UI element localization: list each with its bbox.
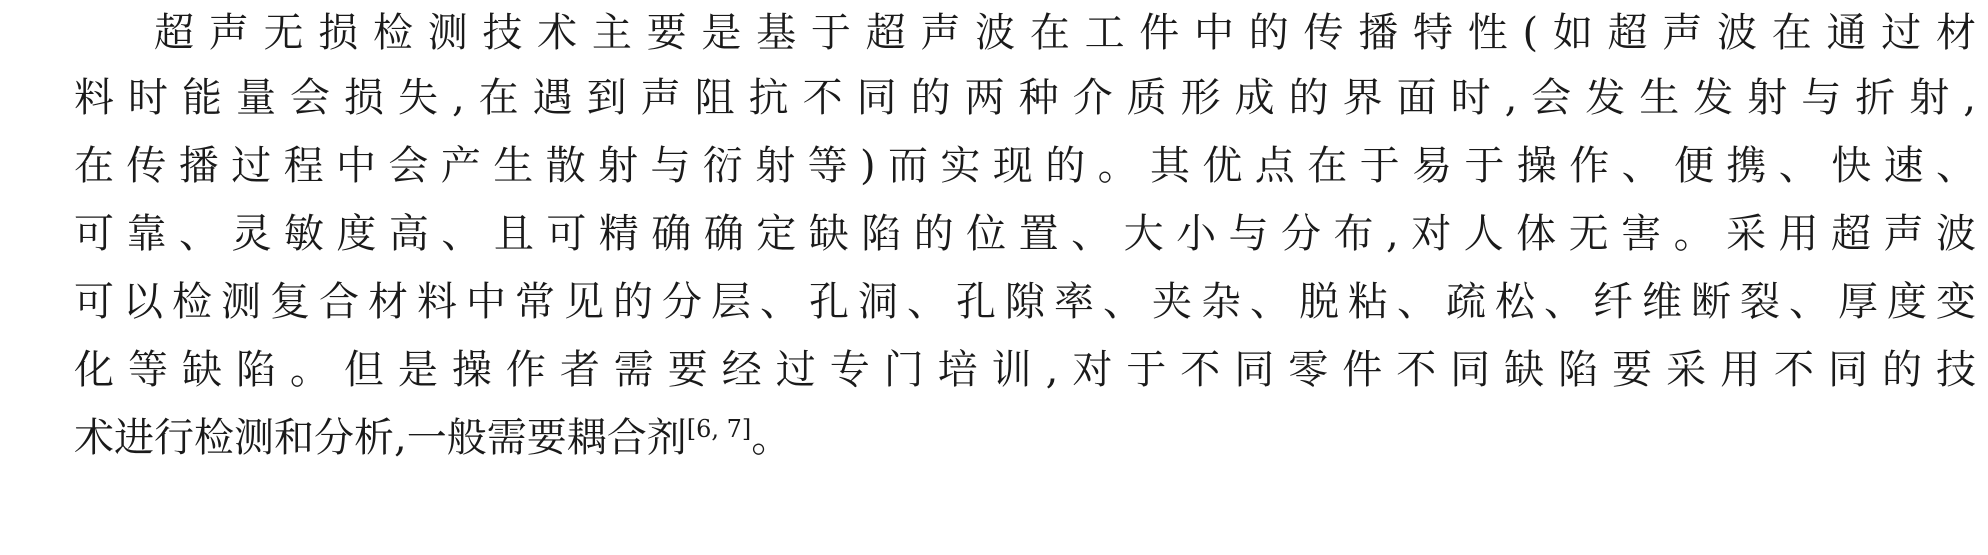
- citation-reference[interactable]: [6, 7]: [686, 415, 752, 443]
- end-punctuation: 。: [751, 415, 792, 461]
- paragraph-line-5: 可以检测复合材料中常见的分层、孔洞、孔隙率、夹杂、脱粘、疏松、纤维断裂、厚度变: [74, 279, 1976, 325]
- paragraph-line-7-text: 术进行检测和分析,一般需要耦合剂: [74, 415, 687, 461]
- paragraph-line-6: 化等缺陷。但是操作者需要经过专门培训,对于不同零件不同缺陷要采用不同的技: [74, 347, 1976, 393]
- paragraph-line-1: 超声无损检测技术主要是基于超声波在工件中的传播特性(如超声波在通过材: [154, 10, 1976, 56]
- paragraph-line-3: 在传播过程中会产生散射与衍射等)而实现的。其优点在于易于操作、便携、快速、: [74, 143, 1976, 189]
- paragraph-line-2: 料时能量会损失,在遇到声阻抗不同的两种介质形成的界面时,会发生发射与折射,: [74, 75, 1976, 121]
- paragraph-line-7: [74, 408, 791, 468]
- paragraph-line-4: 可靠、灵敏度高、且可精确确定缺陷的位置、大小与分布,对人体无害。采用超声波: [74, 211, 1976, 257]
